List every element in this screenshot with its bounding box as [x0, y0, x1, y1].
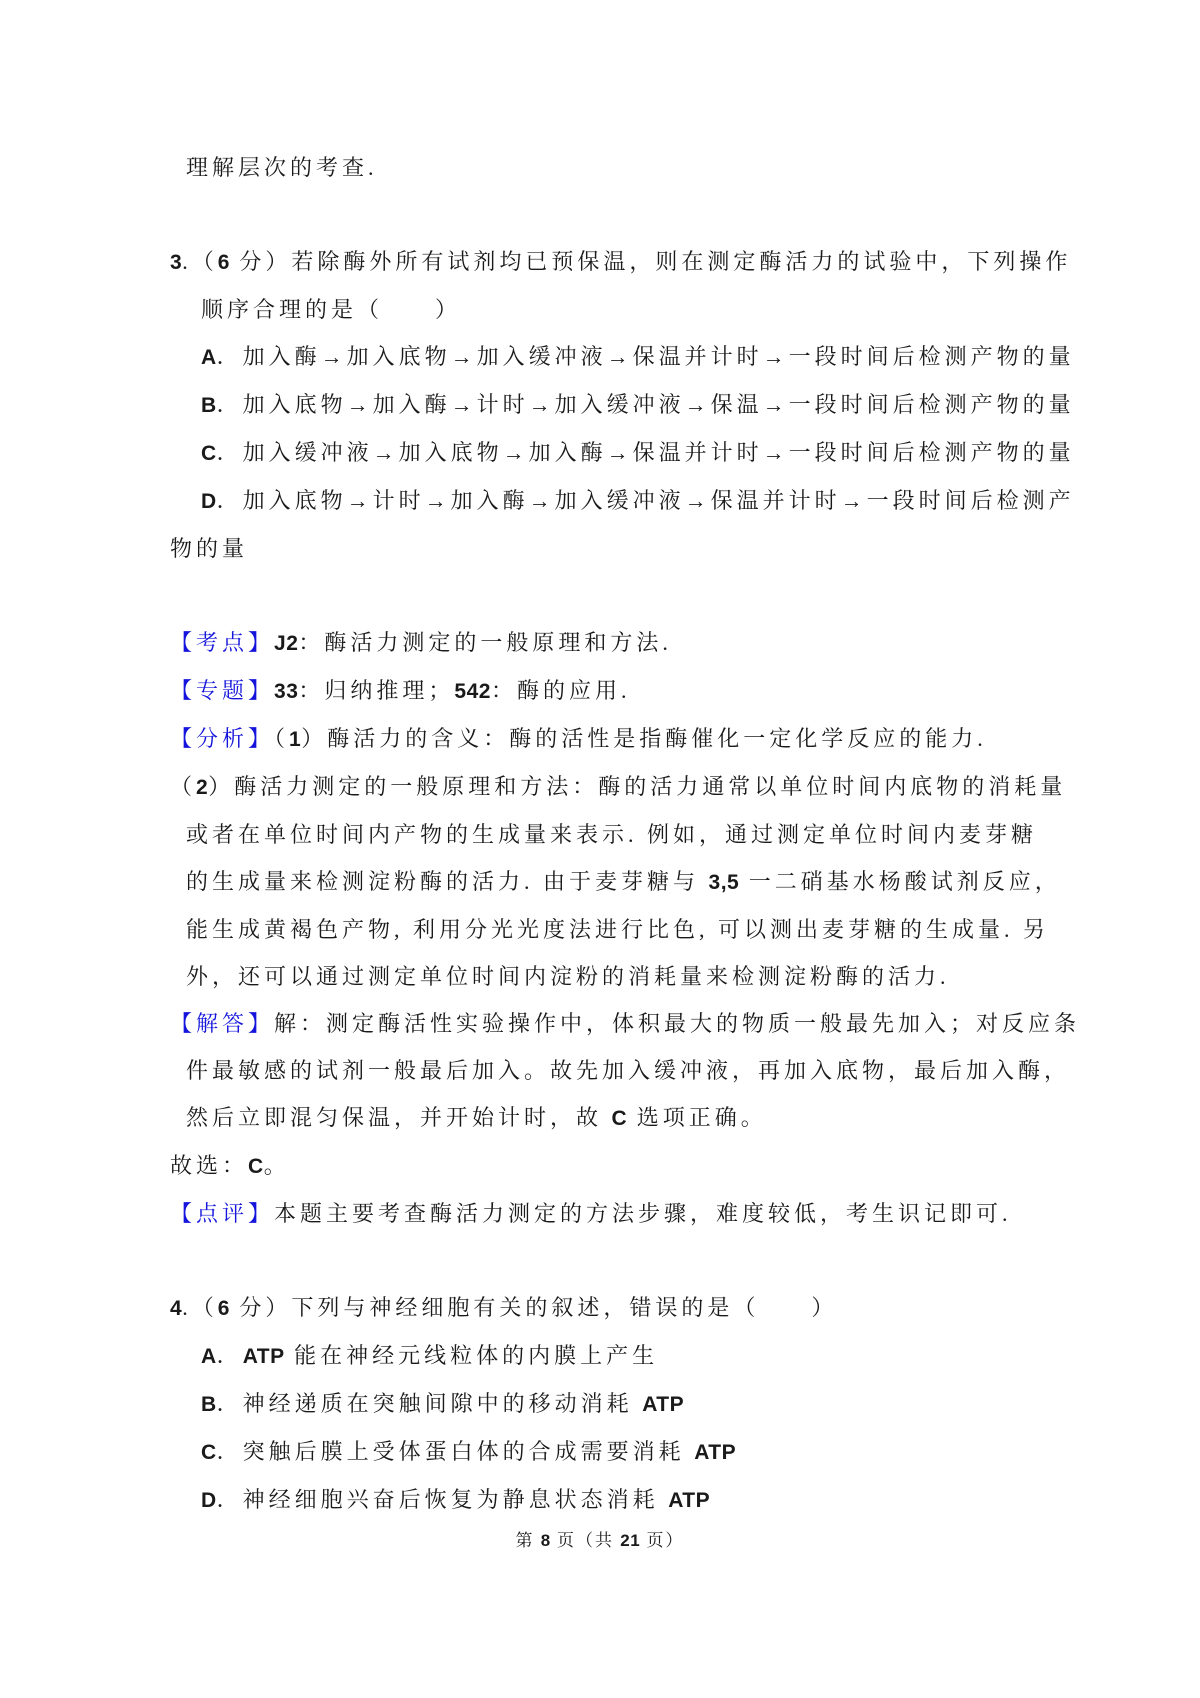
line-text: 或者在单位时间内产物的生成量来表示. 例如，通过测定单位时间内麦芽糖	[186, 822, 1038, 847]
labeled-text-line	[170, 667, 1060, 715]
footer-page-number: 8	[540, 1531, 551, 1550]
latin-run: 1	[289, 728, 302, 751]
latin-run: D	[201, 490, 217, 513]
line-text: 3.（6 分）若除酶外所有试剂均已预保温，则在测定酶活力的试验中，下列操作	[170, 249, 1072, 274]
line-text: C．加入缓冲液→加入底物→加入酶→保温并计时→一段时间后检测产物的量	[201, 440, 1075, 465]
latin-run: J2	[274, 632, 299, 655]
labeled-text-line	[170, 1000, 1081, 1047]
section-label: 【点评】	[170, 1201, 275, 1226]
text-line	[170, 1284, 1060, 1332]
latin-run: C	[201, 1441, 217, 1464]
section-label: 【分析】	[170, 726, 275, 751]
latin-run: ATP	[642, 1393, 685, 1416]
labeled-text-line	[170, 715, 1060, 763]
text-line	[170, 1476, 1060, 1524]
footer-prefix: 第	[515, 1531, 541, 1550]
latin-run: 542	[454, 680, 491, 703]
section-label: 【考点】	[170, 630, 275, 655]
line-text: A．ATP 能在神经元线粒体的内膜上产生	[201, 1343, 659, 1368]
section-label: 【解答】	[170, 1011, 275, 1036]
text-line	[170, 1142, 1060, 1190]
latin-run: 33	[274, 680, 299, 703]
text-line	[170, 1428, 1060, 1476]
text-line	[170, 477, 1075, 525]
text-line	[170, 238, 1072, 286]
latin-run: ATP	[694, 1441, 737, 1464]
footer-total-pages: 21	[620, 1531, 641, 1550]
text-line	[170, 333, 1075, 381]
latin-run: 6	[217, 1297, 230, 1320]
text-line	[170, 144, 1060, 191]
page-footer	[0, 1528, 1200, 1554]
line-text: 理解层次的考查.	[186, 155, 378, 180]
line-text: 然后立即混匀保温，并开始计时，故 C 选项正确。	[186, 1105, 767, 1130]
line-text: A．加入酶→加入底物→加入缓冲液→保温并计时→一段时间后检测产物的量	[201, 344, 1075, 369]
line-text: 解：测定酶活性实验操作中，体积最大的物质一般最先加入；对反应条	[274, 1011, 1081, 1036]
text-line	[170, 953, 1060, 1000]
line-text: D．加入底物→计时→加入酶→加入缓冲液→保温并计时→一段时间后检测产	[201, 488, 1075, 513]
latin-run: C	[201, 442, 217, 465]
latin-run: C	[248, 1155, 264, 1178]
latin-run: 3,5	[708, 871, 740, 894]
line-text: 外，还可以通过测定单位时间内淀粉的消耗量来检测淀粉酶的活力.	[186, 964, 950, 989]
line-text: 故选：C。	[170, 1153, 290, 1178]
footer-suffix: 页）	[640, 1531, 685, 1550]
line-text: 件最敏感的试剂一般最后加入。故先加入缓冲液，再加入底物，最后加入酶，	[186, 1058, 1071, 1083]
text-line	[170, 811, 1060, 858]
latin-run: ATP	[242, 1345, 285, 1368]
latin-run: B	[201, 1393, 217, 1416]
latin-run: D	[201, 1489, 217, 1512]
document-text-area	[170, 144, 1081, 1524]
line-text: B．加入底物→加入酶→计时→加入缓冲液→保温→一段时间后检测产物的量	[201, 392, 1075, 417]
text-line	[170, 286, 1060, 333]
labeled-text-line	[170, 619, 1060, 667]
line-text: D．神经细胞兴奋后恢复为静息状态消耗 ATP	[201, 1487, 711, 1512]
line-text: J2：酶活力测定的一般原理和方法.	[274, 630, 672, 655]
latin-run: A	[201, 1345, 217, 1368]
latin-run: ATP	[668, 1489, 711, 1512]
section-label: 【专题】	[170, 678, 275, 703]
line-text: 本题主要考查酶活力测定的方法步骤，难度较低，考生识记即可.	[274, 1201, 1012, 1226]
latin-run: A	[201, 346, 217, 369]
text-line	[170, 906, 1060, 953]
text-line	[170, 1047, 1071, 1094]
text-line	[170, 1094, 1060, 1142]
latin-run: 4	[170, 1297, 183, 1320]
line-text: C．突触后膜上受体蛋白体的合成需要消耗 ATP	[201, 1439, 737, 1464]
line-text: 物的量	[170, 536, 249, 561]
latin-run: 6	[217, 251, 230, 274]
text-line	[170, 525, 1060, 572]
line-text: 顺序合理的是（ ）	[201, 297, 462, 322]
line-text: （2）酶活力测定的一般原理和方法：酶的活力通常以单位时间内底物的消耗量	[170, 774, 1067, 799]
line-text: B．神经递质在突触间隙中的移动消耗 ATP	[201, 1391, 685, 1416]
latin-run: 2	[196, 776, 209, 799]
line-text: 4.（6 分）下列与神经细胞有关的叙述，错误的是（ ）	[170, 1295, 838, 1320]
line-text: （1）酶活力的含义：酶的活性是指酶催化一定化学反应的能力.	[274, 726, 987, 751]
text-line	[170, 381, 1075, 429]
text-line	[170, 1380, 1060, 1428]
footer-middle: 页（共	[550, 1531, 621, 1550]
latin-run: 3	[170, 251, 183, 274]
text-line	[170, 1332, 1060, 1380]
line-text: 33：归纳推理；542：酶的应用.	[274, 678, 631, 703]
line-text: 的生成量来检测淀粉酶的活力. 由于麦芽糖与 3,5 一二硝基水杨酸试剂反应，	[186, 869, 1061, 894]
latin-run: B	[201, 394, 217, 417]
latin-run: C	[611, 1107, 628, 1130]
text-line	[170, 429, 1075, 477]
text-line	[170, 763, 1067, 811]
labeled-text-line	[170, 1190, 1060, 1237]
line-text: 能生成黄褐色产物, 利用分光光度法进行比色, 可以测出麦芽糖的生成量. 另	[186, 917, 1050, 942]
text-line	[170, 858, 1060, 906]
